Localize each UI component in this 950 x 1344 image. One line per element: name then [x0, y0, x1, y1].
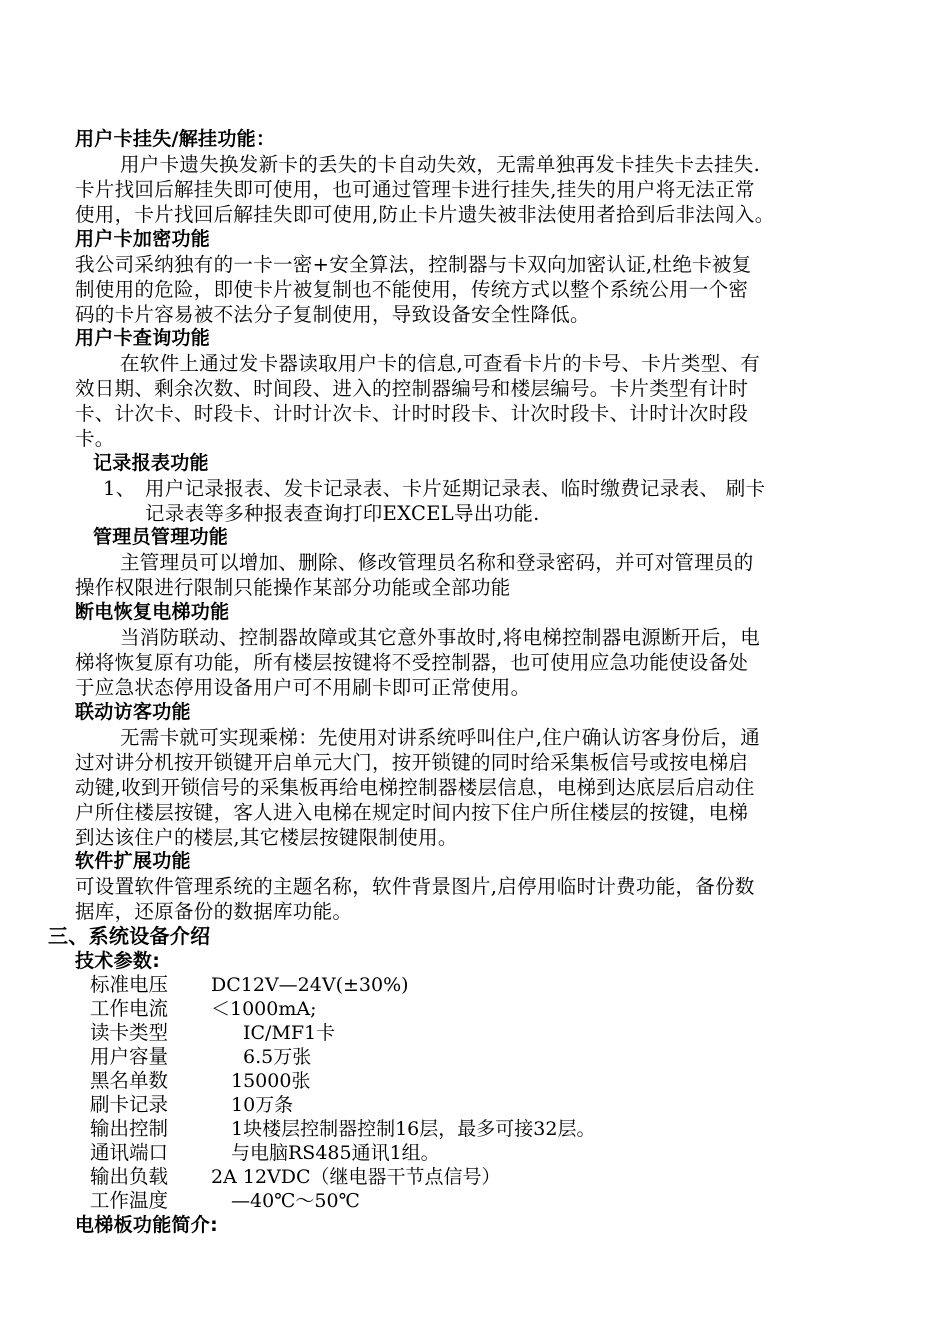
param-label: 通讯端口 [90, 1141, 169, 1164]
heading-power-restore: 断电恢复电梯功能 [75, 601, 230, 623]
param-label: 读卡类型 [90, 1021, 169, 1044]
param-value: DC12V—24V(±30%) [211, 974, 409, 996]
paragraph-line: 梯将恢复原有功能，所有楼层按键将不受控制器，也可使用应急功能使设备处 [75, 651, 749, 674]
paragraph-line: 动键,收到开锁信号的采集板再给电梯控制器楼层信息，电梯到达底层后启动住 [75, 776, 755, 799]
paragraph-line: 过对讲分机按开锁键开启单元大门，按开锁键的同时给采集板信号或按电梯启 [75, 751, 749, 774]
heading-admin: 管理员管理功能 [93, 526, 229, 548]
paragraph-line: 我公司采纳独有的一卡一密+安全算法，控制器与卡双向加密认证,杜绝卡被复 [75, 253, 752, 276]
param-label: 输出负载 [90, 1165, 169, 1188]
param-label: 用户容量 [90, 1045, 169, 1068]
param-value: —40℃～50℃ [231, 1190, 360, 1212]
heading-lost-card: 用户卡挂失/解挂功能： [75, 128, 276, 150]
list-item-line: 用户记录报表、发卡记录表、卡片延期记录表、临时缴费记录表、 刷卡 [145, 477, 766, 500]
paragraph-line: 码的卡片容易被不法分子复制使用，导致设备安全性降低。 [75, 303, 590, 326]
paragraph-line: 卡、计次卡、时段卡、计时计次卡、计时时段卡、计次时段卡、计时计次时段 [75, 402, 749, 425]
heading-tech-params: 技术参数: [75, 950, 161, 972]
heading-query: 用户卡查询功能 [75, 327, 211, 349]
param-value: 15000张 [231, 1070, 311, 1092]
paragraph-line: 操作权限进行限制只能操作某部分功能或全部功能 [75, 576, 511, 599]
heading-report: 记录报表功能 [93, 452, 209, 474]
param-value: 2A 12VDC（继电器干节点信号） [211, 1166, 501, 1188]
paragraph-line: 用户卡遗失换发新卡的丢失的卡自动失效，无需单独再发卡挂失卡去挂失. [120, 153, 761, 176]
paragraph-line: 据库，还原备份的数据库功能。 [75, 900, 353, 923]
paragraph-line: 到达该住户的楼层,其它楼层按键限制使用。 [75, 826, 458, 849]
paragraph-line: 于应急状态停用设备用户可不用刷卡即可正常使用。 [75, 676, 531, 699]
param-label: 黑名单数 [90, 1069, 169, 1092]
heading-visitor: 联动访客功能 [75, 701, 191, 723]
paragraph-line: 主管理员可以增加、删除、修改管理员名称和登录密码，并可对管理员的 [120, 551, 754, 574]
param-label: 工作电流 [90, 997, 169, 1020]
param-label: 刷卡记录 [90, 1093, 169, 1116]
paragraph-line: 制使用的危险，即使卡片被复制也不能使用，传统方式以整个系统公用一个密 [75, 278, 749, 301]
paragraph-line: 户所住楼层按键，客人进入电梯在规定时间内按下住户所住楼层的按键，电梯 [75, 801, 749, 824]
param-value: IC/MF1卡 [243, 1022, 336, 1044]
param-label: 输出控制 [90, 1117, 169, 1140]
list-number: 1、 [103, 477, 136, 500]
param-value: ＜1000mA; [211, 998, 317, 1020]
heading-elevator-board: 电梯板功能简介: [75, 1214, 218, 1236]
paragraph-line: 使用，卡片找回后解挂失即可使用,防止卡片遗失被非法使用者拾到后非法闯入。 [75, 203, 775, 226]
paragraph-line: 在软件上通过发卡器读取用户卡的信息,可查看卡片的卡号、卡片类型、有 [120, 352, 761, 375]
paragraph-line: 效日期、剩余次数、时间段、进入的控制器编号和楼层编号。卡片类型有计时 [75, 377, 749, 400]
paragraph-line: 卡。 [75, 427, 115, 450]
param-label: 工作温度 [90, 1189, 169, 1212]
paragraph-line: 卡片找回后解挂失即可使用，也可通过管理卡进行挂失,挂失的用户将无法正常 [75, 178, 755, 201]
param-value: 6.5万张 [243, 1046, 312, 1068]
param-value: 与电脑RS485通讯1组。 [231, 1142, 440, 1164]
paragraph-line: 当消防联动、控制器故障或其它意外事故时,将电梯控制器电源断开后，电 [120, 626, 761, 649]
paragraph-line: 可设置软件管理系统的主题名称，软件背景图片,启停用临时计费功能，备份数 [75, 875, 755, 898]
heading-device-intro: 三、系统设备介绍 [48, 924, 211, 948]
heading-encryption: 用户卡加密功能 [75, 228, 211, 250]
heading-software-ext: 软件扩展功能 [75, 850, 191, 872]
list-item-line: 记录表等多种报表查询打印EXCEL导出功能. [145, 502, 540, 525]
param-value: 1块楼层控制器控制16层，最多可接32层。 [231, 1118, 596, 1140]
paragraph-line: 无需卡就可实现乘梯：先使用对讲系统呼叫住户,住户确认访客身份后，通 [120, 726, 761, 749]
param-label: 标准电压 [90, 973, 169, 996]
param-value: 10万条 [231, 1094, 294, 1116]
